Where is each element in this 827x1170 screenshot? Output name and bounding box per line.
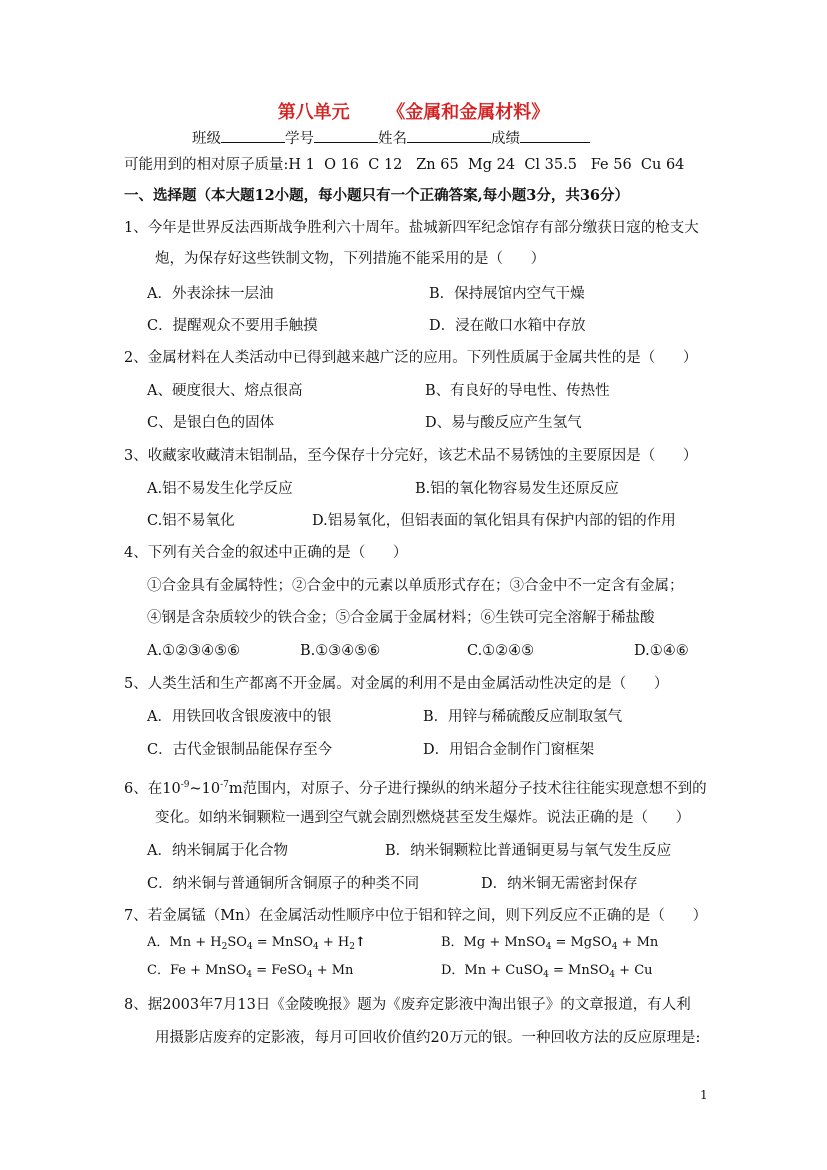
question-1-line-1: 1、今年是世界反法西斯战争胜利六十周年。盐城新四军纪念馆存有部分缴获日寇的枪支大	[124, 220, 699, 236]
question-4-option-d[interactable]: D.①④⑥	[634, 643, 689, 659]
question-4-statements-2: ④钢是含杂质较少的铁合金；⑤合金属于金属材料；⑥生铁可完全溶解于稀盐酸	[147, 610, 655, 626]
score-blank[interactable]	[520, 128, 590, 143]
question-2-option-b[interactable]: B、有良好的导电性、传热性	[425, 383, 610, 399]
unit-title: 第八单元	[277, 102, 350, 123]
gas-arrow-icon: ↑	[355, 935, 366, 950]
student-number-blank[interactable]	[314, 128, 378, 143]
question-8-line-2: 用摄影店废弃的定影液，每月可回收价值约20万元的银。一种回收方法的反应原理是:	[155, 1030, 701, 1046]
name-blank[interactable]	[407, 128, 491, 143]
question-5-option-a[interactable]: A．用铁回收含银废液中的银	[147, 709, 332, 725]
question-3-line-1: 3、收藏家收藏清末铝制品，至今保存十分完好，该艺术品不易锈蚀的主要原因是（ ）	[124, 448, 698, 464]
question-1-option-b[interactable]: B．保持展馆内空气干燥	[429, 286, 585, 302]
topic-title: 《金属和金属材料》	[387, 102, 550, 123]
question-1-option-c[interactable]: C．提醒观众不要用手触摸	[147, 318, 318, 334]
question-1-line-2: 炮，为保存好这些铁制文物，下列措施不能采用的是（ ）	[155, 251, 546, 267]
atomic-masses: 可能用到的相对原子质量:H 1 O 16 C 12 Zn 65 Mg 24 Cl 35.5 Fe 56 Cu 64	[124, 157, 685, 173]
question-3-option-d[interactable]: D.铝易氧化，但铝表面的氧化铝具有保护内部的铝的作用	[312, 513, 676, 529]
question-3-option-a[interactable]: A.铝不易发生化学反应	[147, 481, 293, 497]
question-4-line-1: 4、下列有关合金的叙述中正确的是（ ）	[124, 545, 408, 561]
question-4-option-c[interactable]: C.①②④⑤	[467, 643, 535, 659]
question-5-line-1: 5、人类生活和生产都离不开金属。对金属的利用不是由金属活动性决定的是（ ）	[124, 676, 669, 692]
question-6-option-c[interactable]: C．纳米铜与普通铜所含铜原子的种类不同	[147, 876, 420, 892]
question-7-option-b[interactable]: B．Mg + MnSO$_4$ = MgSO$_4$ + Mn	[441, 935, 659, 952]
page-title	[0, 100, 827, 126]
student-info-line: 班级 学号 姓名 成绩	[192, 128, 590, 149]
question-5-option-d[interactable]: D．用铝合金制作门窗框架	[423, 742, 595, 758]
question-7-option-a[interactable]: A．$Mn + H_2SO_4$ = MnSO$_4$ + $H_2↑$	[147, 935, 366, 952]
question-6-line-1: 6、在$10^{-9}\sim 10^{-7}m$范围内，对原子、分子进行操纵的纳米超分子技术往往能实现意想不到的	[124, 780, 707, 797]
question-8-line-1: 8、据2003年7月13日《金陵晚报》题为《废弃定影液中淘出银子》的文章报道，有人利	[124, 997, 691, 1013]
question-4-option-b[interactable]: B.①③④⑤⑥	[300, 643, 381, 659]
question-4-statements-1: ①合金具有金属特性；②合金中的元素以单质形式存在；③合金中不一定含有金属；	[147, 578, 684, 594]
question-5-option-b[interactable]: B．用锌与稀硫酸反应制取氢气	[423, 709, 623, 725]
question-3-option-c[interactable]: C.铝不易氧化	[147, 513, 235, 529]
question-7-option-d[interactable]: D．Mn + CuSO$_4$ = MnSO$_4$ + Cu	[441, 963, 653, 980]
question-7-line-1: 7、若金属锰（Mn）在金属活动性顺序中位于铝和锌之间，则下列反应不正确的是（ ）	[124, 908, 708, 924]
question-2-option-c[interactable]: C、是银白色的固体	[147, 415, 275, 431]
question-2-option-d[interactable]: D、易与酸反应产生氢气	[425, 415, 582, 431]
question-1-option-d[interactable]: D．浸在敞口水箱中存放	[429, 318, 586, 334]
question-7-option-c[interactable]: C．Fe + MnSO$_4$ = FeSO$_4$ + Mn	[147, 963, 354, 980]
question-2-option-a[interactable]: A、硬度很大、熔点很高	[147, 383, 303, 399]
page-number: 1	[700, 1088, 708, 1102]
question-4-option-a[interactable]: A.①②③④⑤⑥	[147, 643, 241, 659]
question-6-option-b[interactable]: B．纳米铜颗粒比普通铜更易与氧气发生反应	[385, 843, 672, 859]
question-1-option-a[interactable]: A．外表涂抹一层油	[147, 286, 274, 302]
question-2-line-1: 2、金属材料在人类活动中已得到越来越广泛的应用。下列性质属于金属共性的是（ ）	[124, 350, 698, 366]
section-heading: 一、选择题（本大题12小题，每小题只有一个正确答案,每小题3分，共36分）	[124, 187, 629, 204]
question-6-option-d[interactable]: D．纳米铜无需密封保存	[481, 876, 638, 892]
question-6-line-2: 变化。如纳米铜颗粒一遇到空气就会剧烈燃烧甚至发生爆炸。说法正确的是（ ）	[155, 810, 691, 826]
question-3-option-b[interactable]: B.铝的氧化物容易发生还原反应	[415, 481, 619, 497]
class-blank[interactable]	[221, 128, 285, 143]
question-5-option-c[interactable]: C．古代金银制品能保存至今	[147, 742, 333, 758]
question-6-option-a[interactable]: A．纳米铜属于化合物	[147, 843, 288, 859]
